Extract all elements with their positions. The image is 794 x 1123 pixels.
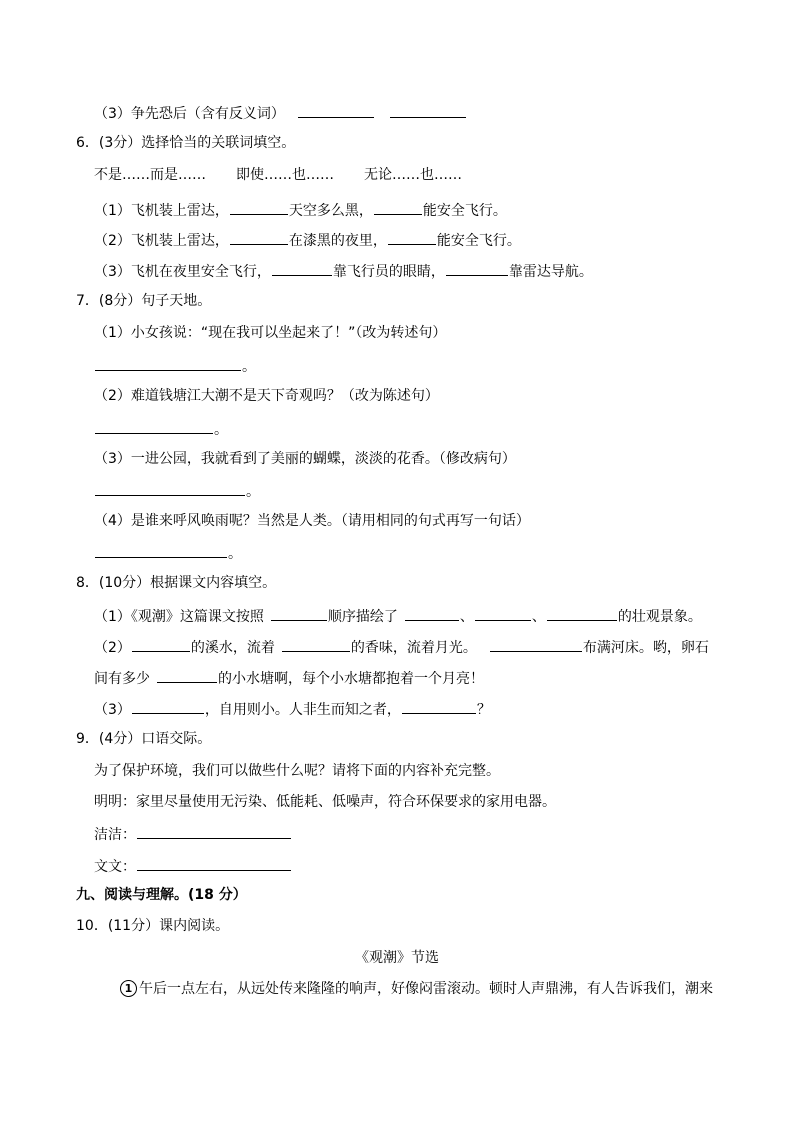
q6-option-2: 即使……也……	[236, 167, 334, 183]
q8-item2-text-d: 布满河床。哟，卵石	[582, 640, 709, 656]
section-title: 九、阅读与理解。(18 分）	[76, 887, 247, 903]
q8-item3-text-b: ，自用则小。人非生而知之者，	[204, 702, 401, 718]
q6-option-3: 无论……也……	[364, 167, 462, 183]
q6-item2-blank-1[interactable]	[230, 230, 288, 245]
q8-item2-blank-1[interactable]	[132, 637, 190, 652]
q7-item4-answer	[94, 543, 242, 563]
paragraph-number-badge: 1	[120, 980, 137, 997]
q9-jiejie-answer-blank[interactable]	[137, 824, 291, 839]
q6-item1-text-c: 能安全飞行。	[422, 203, 507, 219]
q8-item2-blank-4[interactable]	[157, 668, 217, 683]
q9-jiejie-label: 洁洁：	[94, 827, 136, 843]
q9-wenwen-answer-blank[interactable]	[137, 856, 291, 871]
period: 。	[246, 484, 260, 500]
q6-item3	[94, 261, 593, 281]
q7-item3-answer-blank[interactable]	[95, 481, 245, 496]
q8-item2-cont-text-a: 间有多少	[94, 671, 150, 687]
q9-heading: 9．(4分）口语交际。	[76, 731, 212, 747]
q8-item1-text-c: 的壮观景象。	[617, 609, 702, 625]
q8-heading: 8．(10分）根据课文内容填空。	[76, 575, 277, 591]
q7-item4-answer-blank[interactable]	[95, 543, 227, 558]
q8-item3-blank-1[interactable]	[132, 699, 204, 714]
q6-item1-blank-2[interactable]	[374, 200, 422, 215]
q8-item1-text-b: 顺序描绘了	[327, 609, 398, 625]
q9-jiejie	[94, 824, 292, 844]
q5-item3	[94, 103, 467, 123]
q8-item3-text-a: （3）	[94, 702, 131, 718]
q7-item2-answer-blank[interactable]	[95, 419, 213, 434]
q10-heading: 10．(11分）课内阅读。	[76, 918, 230, 934]
passage-title: 《观潮》节选	[355, 950, 439, 966]
q5-answer-blank-2[interactable]	[390, 103, 466, 118]
q7-item1: （1）小女孩说：“现在我可以坐起来了！”（改为转述句）	[94, 325, 447, 341]
q6-item1-text-b: 天空多么黑，	[288, 203, 373, 219]
q7-item3-answer	[94, 481, 260, 501]
q8-item2-continued	[94, 668, 484, 688]
q8-item2-cont-text-b: 的小水塘啊，每个小水塘都抱着一个月亮！	[218, 671, 484, 687]
q6-item2	[94, 230, 521, 250]
q6-item2-text-b: 在漆黑的夜里，	[288, 233, 387, 249]
q8-item2-text-b: 的溪水，流着	[190, 640, 275, 656]
q8-item3-text-c: ？	[476, 702, 491, 718]
q7-item2: （2）难道钱塘江大潮不是天下奇观吗？（改为陈述句）	[94, 388, 439, 404]
q6-heading: 6．(3分）选择恰当的关联词填空。	[76, 135, 296, 151]
q6-item3-blank-2[interactable]	[446, 261, 508, 276]
q8-item1-blank-1[interactable]	[271, 606, 327, 621]
q8-item3	[94, 699, 491, 719]
q6-item1-text-a: （1）飞机装上雷达，	[94, 203, 229, 219]
q6-item3-text-c: 靠雷达导航。	[508, 264, 593, 280]
q6-item3-text-a: （3）飞机在夜里安全飞行，	[94, 264, 271, 280]
q8-item1-blank-2[interactable]	[405, 606, 459, 621]
q7-item4: （4）是谁来呼风唤雨呢？当然是人类。（请用相同的句式再写一句话）	[94, 513, 530, 529]
q8-item1-blank-3[interactable]	[475, 606, 531, 621]
q6-item3-text-b: 靠飞行员的眼睛，	[332, 264, 445, 280]
q7-item1-answer	[94, 356, 256, 376]
q9-mingming: 明明：家里尽量使用无污染、低能耗、低噪声，符合环保要求的家用电器。	[94, 794, 556, 810]
q6-item1	[94, 200, 507, 220]
q6-item2-blank-2[interactable]	[388, 230, 436, 245]
q7-heading: 7．(8分）句子天地。	[76, 293, 212, 309]
q7-item1-answer-blank[interactable]	[95, 356, 241, 371]
q8-item2-blank-3[interactable]	[490, 637, 582, 652]
q9-prompt: 为了保护环境，我们可以做些什么呢？请将下面的内容补充完整。	[94, 763, 500, 779]
q6-options	[94, 166, 462, 184]
q8-item1-sep: 、	[531, 609, 546, 625]
q8-item2	[94, 637, 709, 657]
q8-item1-blank-4[interactable]	[547, 606, 617, 621]
q8-item1-sep: 、	[459, 609, 474, 625]
q8-item2-text-a: （2）	[94, 640, 131, 656]
q8-item1	[94, 606, 702, 626]
q5-answer-blank-1[interactable]	[298, 103, 374, 118]
q9-wenwen	[94, 856, 292, 876]
q9-wenwen-label: 文文：	[94, 859, 136, 875]
q6-item2-text-a: （2）飞机装上雷达，	[94, 233, 229, 249]
q8-item1-text-a: （1）《观潮》这篇课文按照	[94, 609, 264, 625]
q6-item1-blank-1[interactable]	[230, 200, 288, 215]
period: 。	[214, 422, 228, 438]
q8-item3-blank-2[interactable]	[402, 699, 476, 714]
period: 。	[228, 546, 242, 562]
q7-item2-answer	[94, 419, 228, 439]
q8-item2-blank-2[interactable]	[282, 637, 350, 652]
q6-item3-blank-1[interactable]	[272, 261, 332, 276]
q8-item2-text-c: 的香味，流着月光。	[350, 640, 477, 656]
q5-item3-label: （3）争先恐后（含有反义词）	[94, 106, 285, 122]
q6-option-1: 不是……而是……	[94, 167, 206, 183]
period: 。	[242, 359, 256, 375]
q6-item2-text-c: 能安全飞行。	[436, 233, 521, 249]
passage-paragraph-1	[120, 980, 713, 998]
paragraph-text: 午后一点左右，从远处传来隆隆的响声，好像闷雷滚动。顿时人声鼎沸，有人告诉我们，潮来	[139, 981, 713, 997]
q7-item3: （3）一进公园，我就看到了美丽的蝴蝶，淡淡的花香。（修改病句）	[94, 451, 516, 467]
